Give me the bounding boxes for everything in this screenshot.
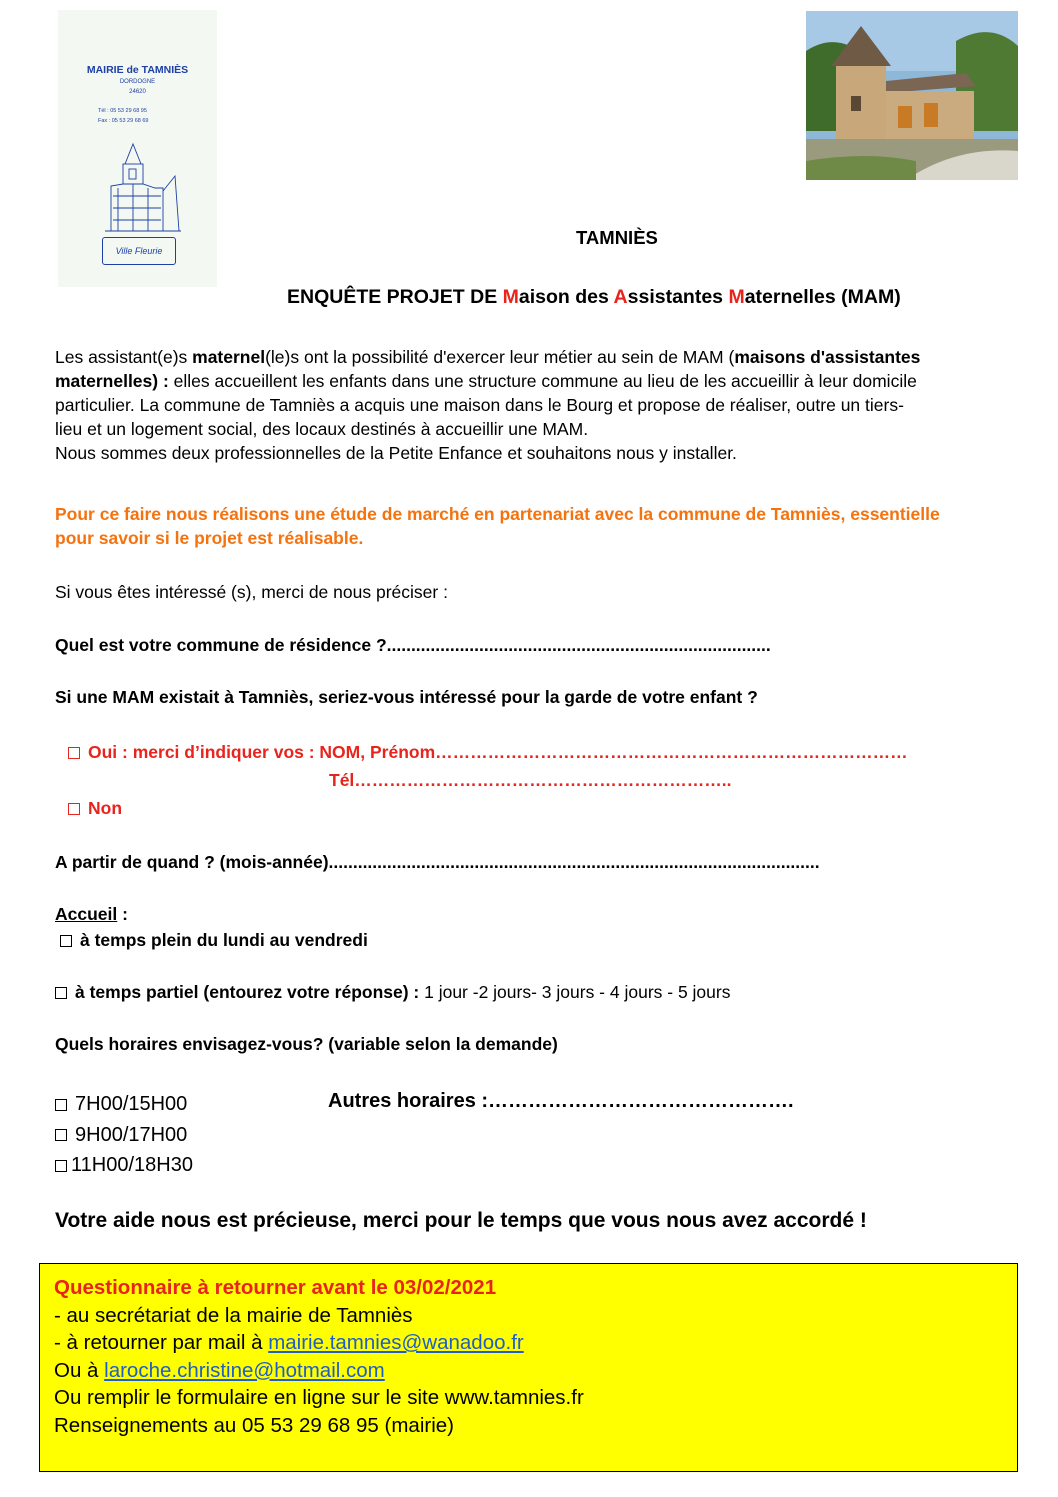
logo-badge: Ville Fleurie [102,237,176,265]
commune-question: Quel est votre commune de résidence ?............................................................................... [55,635,771,655]
hours-option-3[interactable] [55,1150,193,1181]
intro-paragraph [55,345,1025,465]
hours-3-checkbox[interactable] [55,1160,67,1172]
return-mail-text: - à retourner par mail à [54,1331,269,1354]
logo-fax: Fax : 05 53 29 68 69 [98,118,149,124]
non-label: Non [88,798,123,818]
option-part-time[interactable] [55,980,730,1004]
hours-option-1[interactable] [55,1089,193,1120]
hours-3-label: 11H00/18H30 [71,1154,193,1176]
return-line-mail [54,1329,1017,1357]
hours-options [55,1089,193,1181]
stone-house-photo [806,11,1018,180]
return-alt-text: Ou à [54,1358,105,1382]
part-time-checkbox[interactable] [55,987,67,999]
title-word-maternelles: aternelles (MAM) [744,286,901,308]
title-word-assistantes: ssistantes [627,286,729,308]
intro-bold: maternel [192,347,266,367]
market-study-note [55,502,940,550]
intro-text: (le)s ont la possibilité d'exercer leur métier au sein de MAM ( [265,347,735,367]
intro-bold: maisons d'assistantes [734,347,921,367]
deadline-text: Questionnaire à retourner avant le 03/02/2021 [54,1276,497,1299]
other-hours-field[interactable]: Autres horaires :………………………………………. [328,1090,794,1112]
hours-2-label: 9H00/17H00 [75,1123,188,1146]
title-letter-m2: M [728,286,745,308]
full-time-label: à temps plein du lundi au vendredi [80,930,368,950]
intro-bold: maternelles) : [55,371,169,391]
interested-prompt: Si vous êtes intéressé (s), merci de nous préciser : [55,582,448,602]
accueil-colon: : [117,904,128,924]
hours-1-label: 7H00/15H00 [75,1093,188,1115]
intro-line-5: Nous sommes deux professionnelles de la Petite Enfance et souhaitons nous y installer. [55,443,737,463]
intro-line-1 [55,345,1025,369]
intro-line-3: particulier. La commune de Tamniès a acquis une maison dans le Bourg et propose de réaliser, outre un tiers- [55,395,904,415]
oui-phone-field[interactable]: Tél……………………………………………………….. [329,770,732,790]
title-word-maison: aison des [518,286,614,308]
oui-checkbox[interactable] [68,747,80,759]
title-letter-m: M [502,286,519,308]
market-study-line-1: Pour ce faire nous réalisons une étude de marché en partenariat avec la commune de Tamniès, essentielle [55,504,940,524]
christine-email-link[interactable]: laroche.christine@hotmail.com [104,1358,385,1382]
non-checkbox[interactable] [68,803,80,815]
intro-text: Les assistant(e)s [55,347,193,367]
return-line-alt-mail [54,1357,1017,1385]
church-sketch-icon [103,136,183,236]
mairie-email-link[interactable]: mairie.tamnies@wanadoo.fr [268,1331,524,1354]
option-non[interactable] [68,796,122,820]
option-oui[interactable] [68,740,908,764]
hours-question: Quels horaires envisagez-vous? (variable selon la demande) [55,1034,558,1054]
hours-2-checkbox[interactable] [55,1129,67,1141]
logo-postcode: 24620 [129,89,146,95]
title-letter-a: A [613,286,628,308]
town-hall-logo [58,10,217,287]
mam-interest-question: Si une MAM existait à Tamniès, seriez-vous intéressé pour la garde de votre enfant ? [55,687,758,707]
accueil-label: Accueil [55,904,118,924]
intro-text: elles accueillent les enfants dans une structure commune au lieu de les accueillir à leur domicile [168,371,917,391]
logo-phone: Tél : 05 53 29 68 95 [98,108,147,114]
part-time-options: 1 jour -2 jours- 3 jours - 4 jours - 5 jours [419,982,731,1002]
hours-option-2[interactable] [55,1120,193,1151]
oui-label: Oui : merci d’indiquer vos : NOM, Prénom……………………………………………………………………… [88,742,908,762]
start-date-question: A partir de quand ? (mois-année)..................................................................................................... [55,852,820,872]
town-heading: TAMNIÈS [576,227,658,248]
full-time-checkbox[interactable] [60,935,72,947]
intro-line-4: lieu et un logement social, des locaux destinés à accueillir une MAM. [55,419,589,439]
thanks-message: Votre aide nous est précieuse, merci pour le temps que vous nous avez accordé ! [55,1209,867,1232]
survey-title-prefix: ENQUÊTE PROJET DE [287,286,503,308]
accueil-heading [55,902,128,926]
logo-region: DORDOGNE [119,79,156,85]
return-instructions-box [39,1263,1018,1472]
info-phone-line: Renseignements au 05 53 29 68 95 (mairie) [54,1413,454,1437]
intro-line-2 [55,369,1025,393]
market-study-line-2: pour savoir si le projet est réalisable. [55,528,364,548]
survey-title [287,286,901,309]
part-time-label: à temps partiel (entourez votre réponse) : [75,982,420,1002]
return-line-secretariat: - au secrétariat de la mairie de Tamniès [54,1303,413,1327]
option-full-time[interactable] [60,928,368,952]
online-form-line: Ou remplir le formulaire en ligne sur le site www.tamnies.fr [54,1386,584,1409]
hours-1-checkbox[interactable] [55,1099,67,1111]
logo-title: MAIRIE de TAMNIÈS [86,64,189,76]
